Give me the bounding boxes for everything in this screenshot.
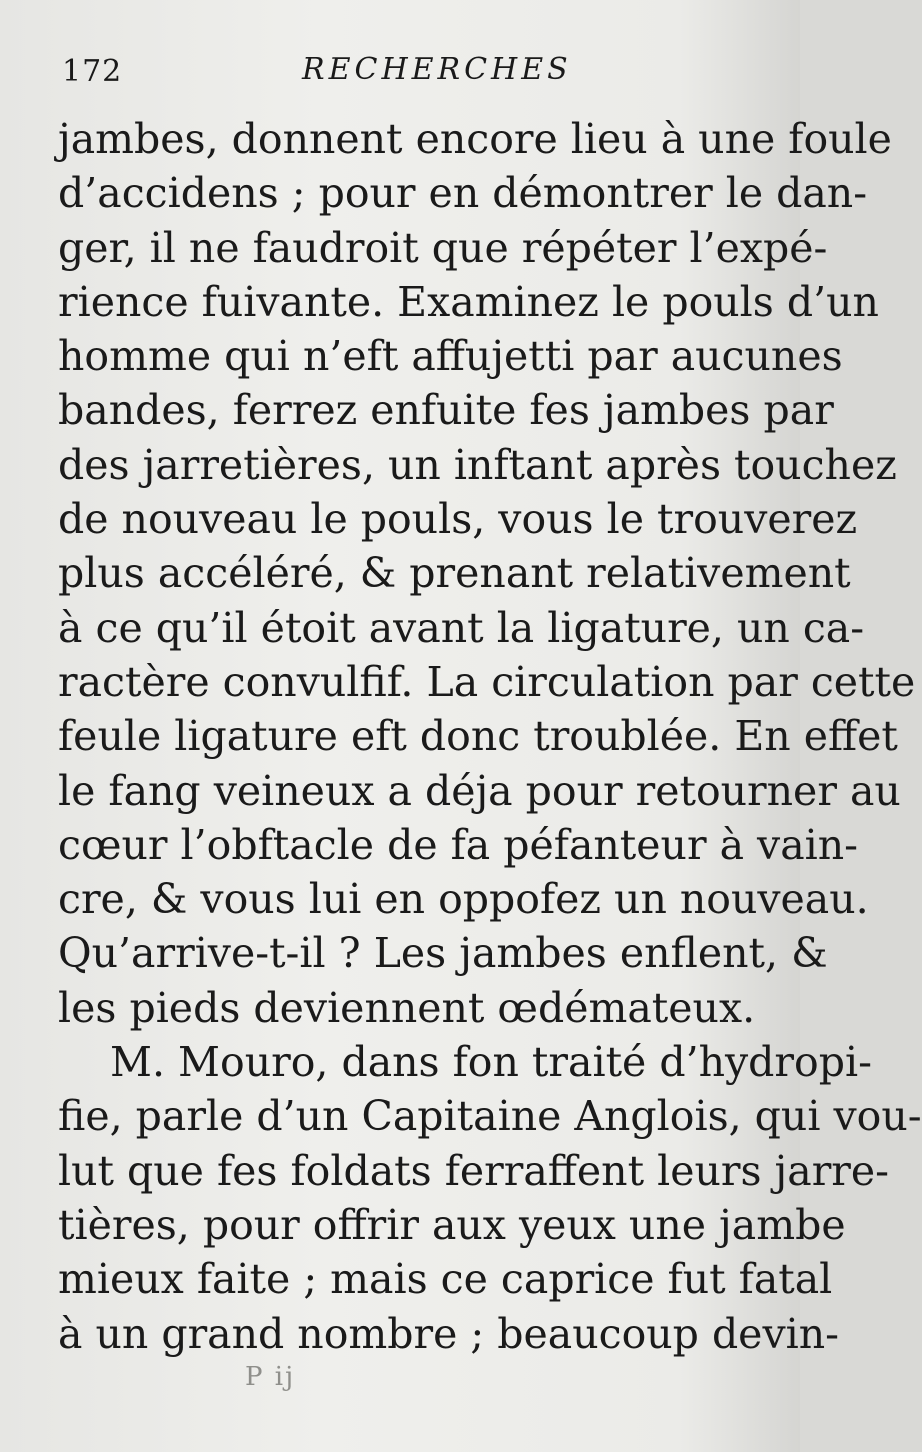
- text-line: de nouveau le pouls, vous le trouverez: [58, 495, 858, 544]
- text-line: feule ligature eft donc troublée. En effet: [58, 712, 898, 761]
- text-line: tières, pour offrir aux yeux une jambe: [58, 1200, 846, 1249]
- text-line: ractère convulfif. La circulation par cette: [58, 657, 916, 706]
- text-line: mieux faite ; mais ce caprice fut fatal: [58, 1255, 833, 1304]
- text-line: bandes, ferrez enfuite fes jambes par: [58, 386, 834, 435]
- text-line: homme qui n’eft affujetti par aucunes: [58, 332, 843, 381]
- text-line: fie, parle d’un Capitaine Anglois, qui vou-: [58, 1092, 922, 1141]
- text-line: d’accidens ; pour en démontrer le dan-: [58, 169, 868, 218]
- text-line: à ce qu’il étoit avant la ligature, un ca-: [58, 603, 865, 652]
- page-number: 172: [62, 54, 123, 89]
- page-header: [62, 48, 742, 96]
- text-line: plus accéléré, & prenant relativement: [58, 549, 851, 598]
- running-title: RECHERCHES: [302, 52, 572, 87]
- text-line: cre, & vous lui en oppofez un nouveau.: [58, 875, 869, 924]
- text-line: lut que fes foldats ferraffent leurs jarre-: [58, 1146, 890, 1195]
- signature-mark: P ij: [245, 1362, 296, 1392]
- text-line: à un grand nombre ; beaucoup devin-: [58, 1309, 839, 1358]
- text-line: des jarretières, un inftant après touchez: [58, 440, 897, 489]
- text-line: jambes, donnent encore lieu à une foule: [58, 115, 892, 163]
- body-text: [58, 112, 922, 1361]
- paragraph-start-line: M. Mouro, dans fon traité d’hydropi-: [110, 1038, 872, 1087]
- text-line: cœur l’obftacle de fa péfanteur à vain-: [58, 820, 859, 869]
- text-line: Qu’arrive-t-il ? Les jambes enflent, &: [58, 929, 828, 978]
- paragraph-end-line: les pieds deviennent œdémateux.: [58, 983, 756, 1032]
- text-line: le fang veineux a déja pour retourner au: [58, 766, 901, 815]
- text-line: ger, il ne faudroit que répéter l’expé-: [58, 223, 828, 272]
- text-line: rience fuivante. Examinez le pouls d’un: [58, 277, 879, 326]
